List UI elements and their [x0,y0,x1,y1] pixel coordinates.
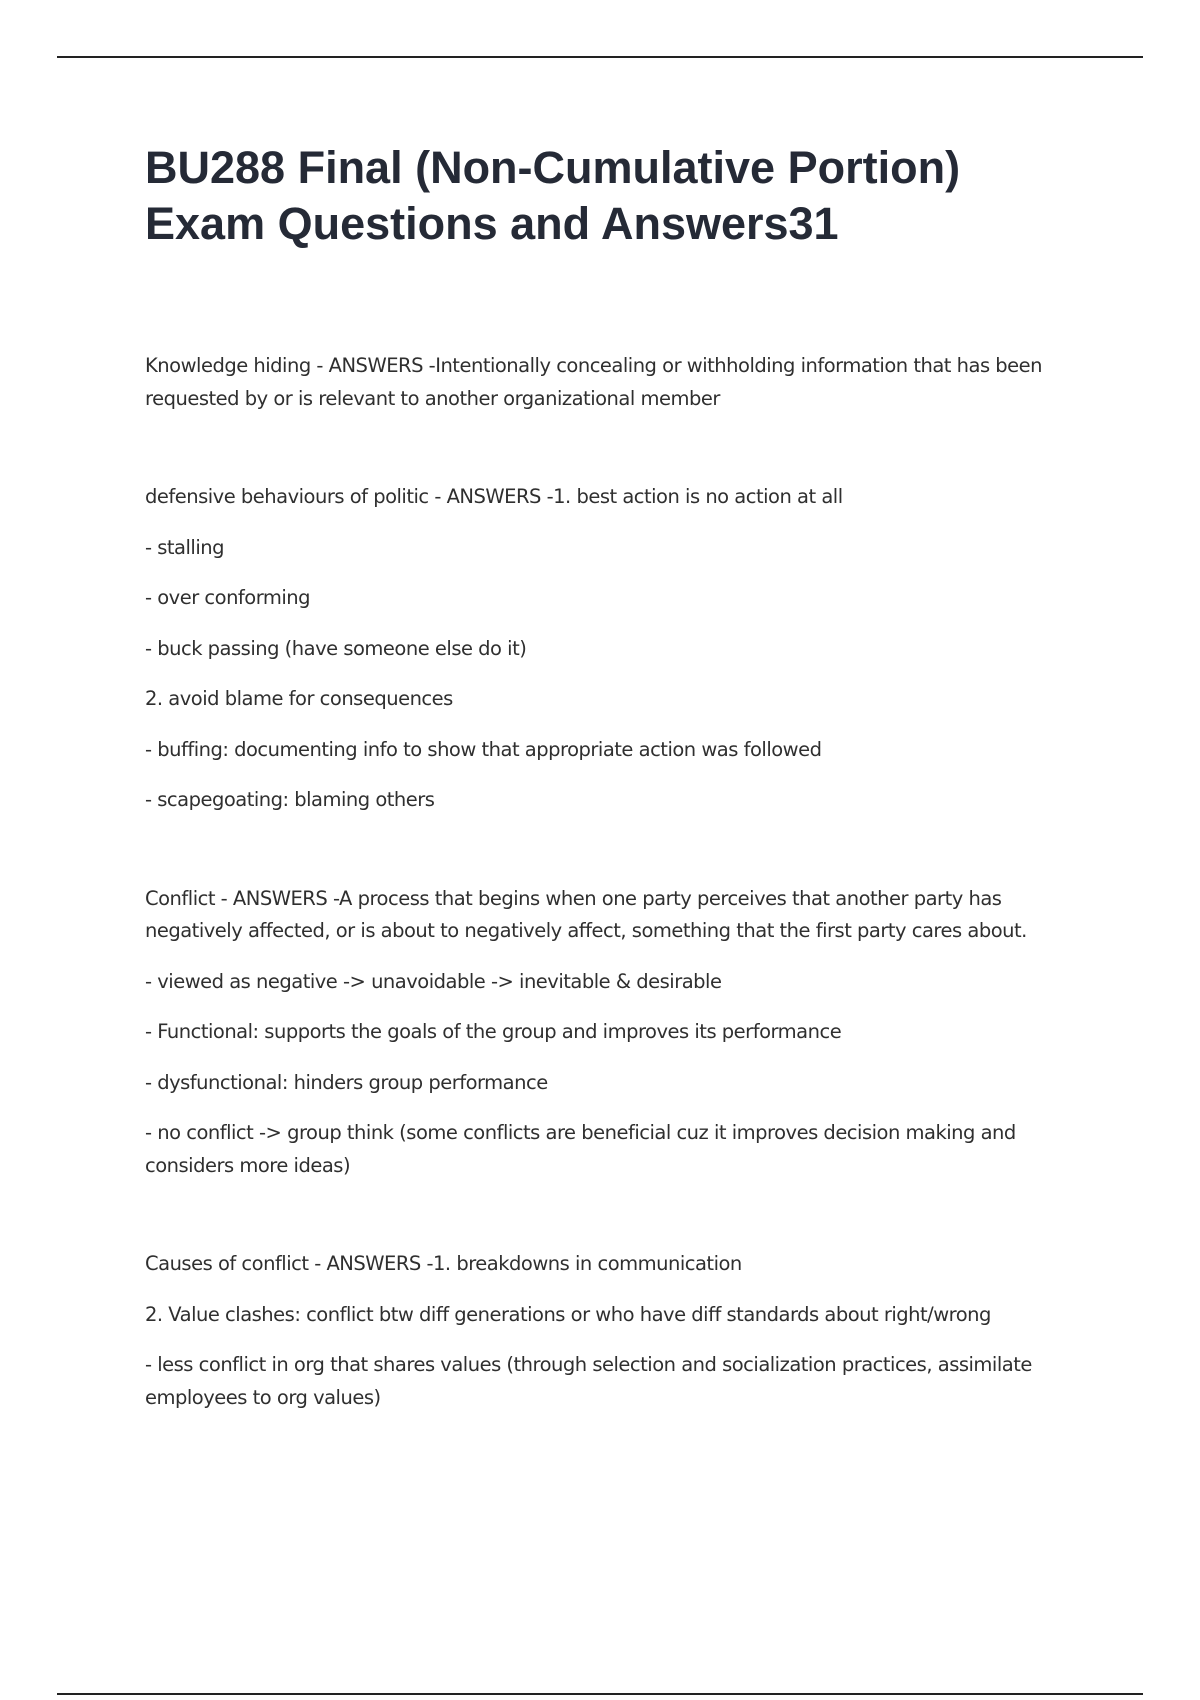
entry-paragraph: - over conforming [145,586,311,609]
entry-paragraph: - no conflict -> group think (some conflicts are beneficial cuz it improves decision making and considers more ideas) [145,1121,1016,1177]
entry-paragraph: - dysfunctional: hinders group performance [145,1070,548,1094]
qa-entry-defensive-behaviours [145,481,1085,817]
entry-paragraph: 2. avoid blame for consequences [145,687,453,710]
entry-paragraph: - scapegoating: blaming others [145,788,435,811]
entry-paragraph: - viewed as negative -> unavoidable -> inevitable & desirable [145,969,722,993]
qa-entries [145,350,1085,1414]
entry-paragraph: Knowledge hiding - ANSWERS -Intentionally concealing or withholding information that has been requested by or is relevant to another organizational member [145,354,1043,410]
entry-paragraph: - less conflict in org that shares values (through selection and socialization practices, assimilate employees to org values) [145,1353,1032,1409]
document-title: BU288 Final (Non-Cumulative Portion) Exam Questions and Answers31 [145,142,961,249]
qa-entry-conflict [145,883,1085,1183]
entry-paragraph: - buffing: documenting info to show that appropriate action was followed [145,737,822,761]
footer-rule [57,1693,1143,1695]
entry-paragraph: 2. Value clashes: conflict btw diff generations or who have diff standards about right/wrong [145,1302,991,1326]
entry-paragraph: - buck passing (have someone else do it) [145,636,527,660]
header-rule [57,56,1143,58]
qa-entry-knowledge-hiding [145,350,1085,415]
entry-paragraph: - stalling [145,535,224,559]
document-body [145,140,1085,1480]
entry-paragraph: defensive behaviours of politic - ANSWERS -1. best action is no action at all [145,485,843,508]
entry-paragraph: Causes of conflict - ANSWERS -1. breakdowns in communication [145,1252,742,1275]
entry-paragraph: - Functional: supports the goals of the group and improves its performance [145,1020,842,1043]
qa-entry-causes-of-conflict [145,1248,1085,1414]
entry-paragraph: Conflict - ANSWERS -A process that begins when one party perceives that another party has negatively affected, or is about to negatively affect, something that the first party cares about. [145,886,1027,942]
